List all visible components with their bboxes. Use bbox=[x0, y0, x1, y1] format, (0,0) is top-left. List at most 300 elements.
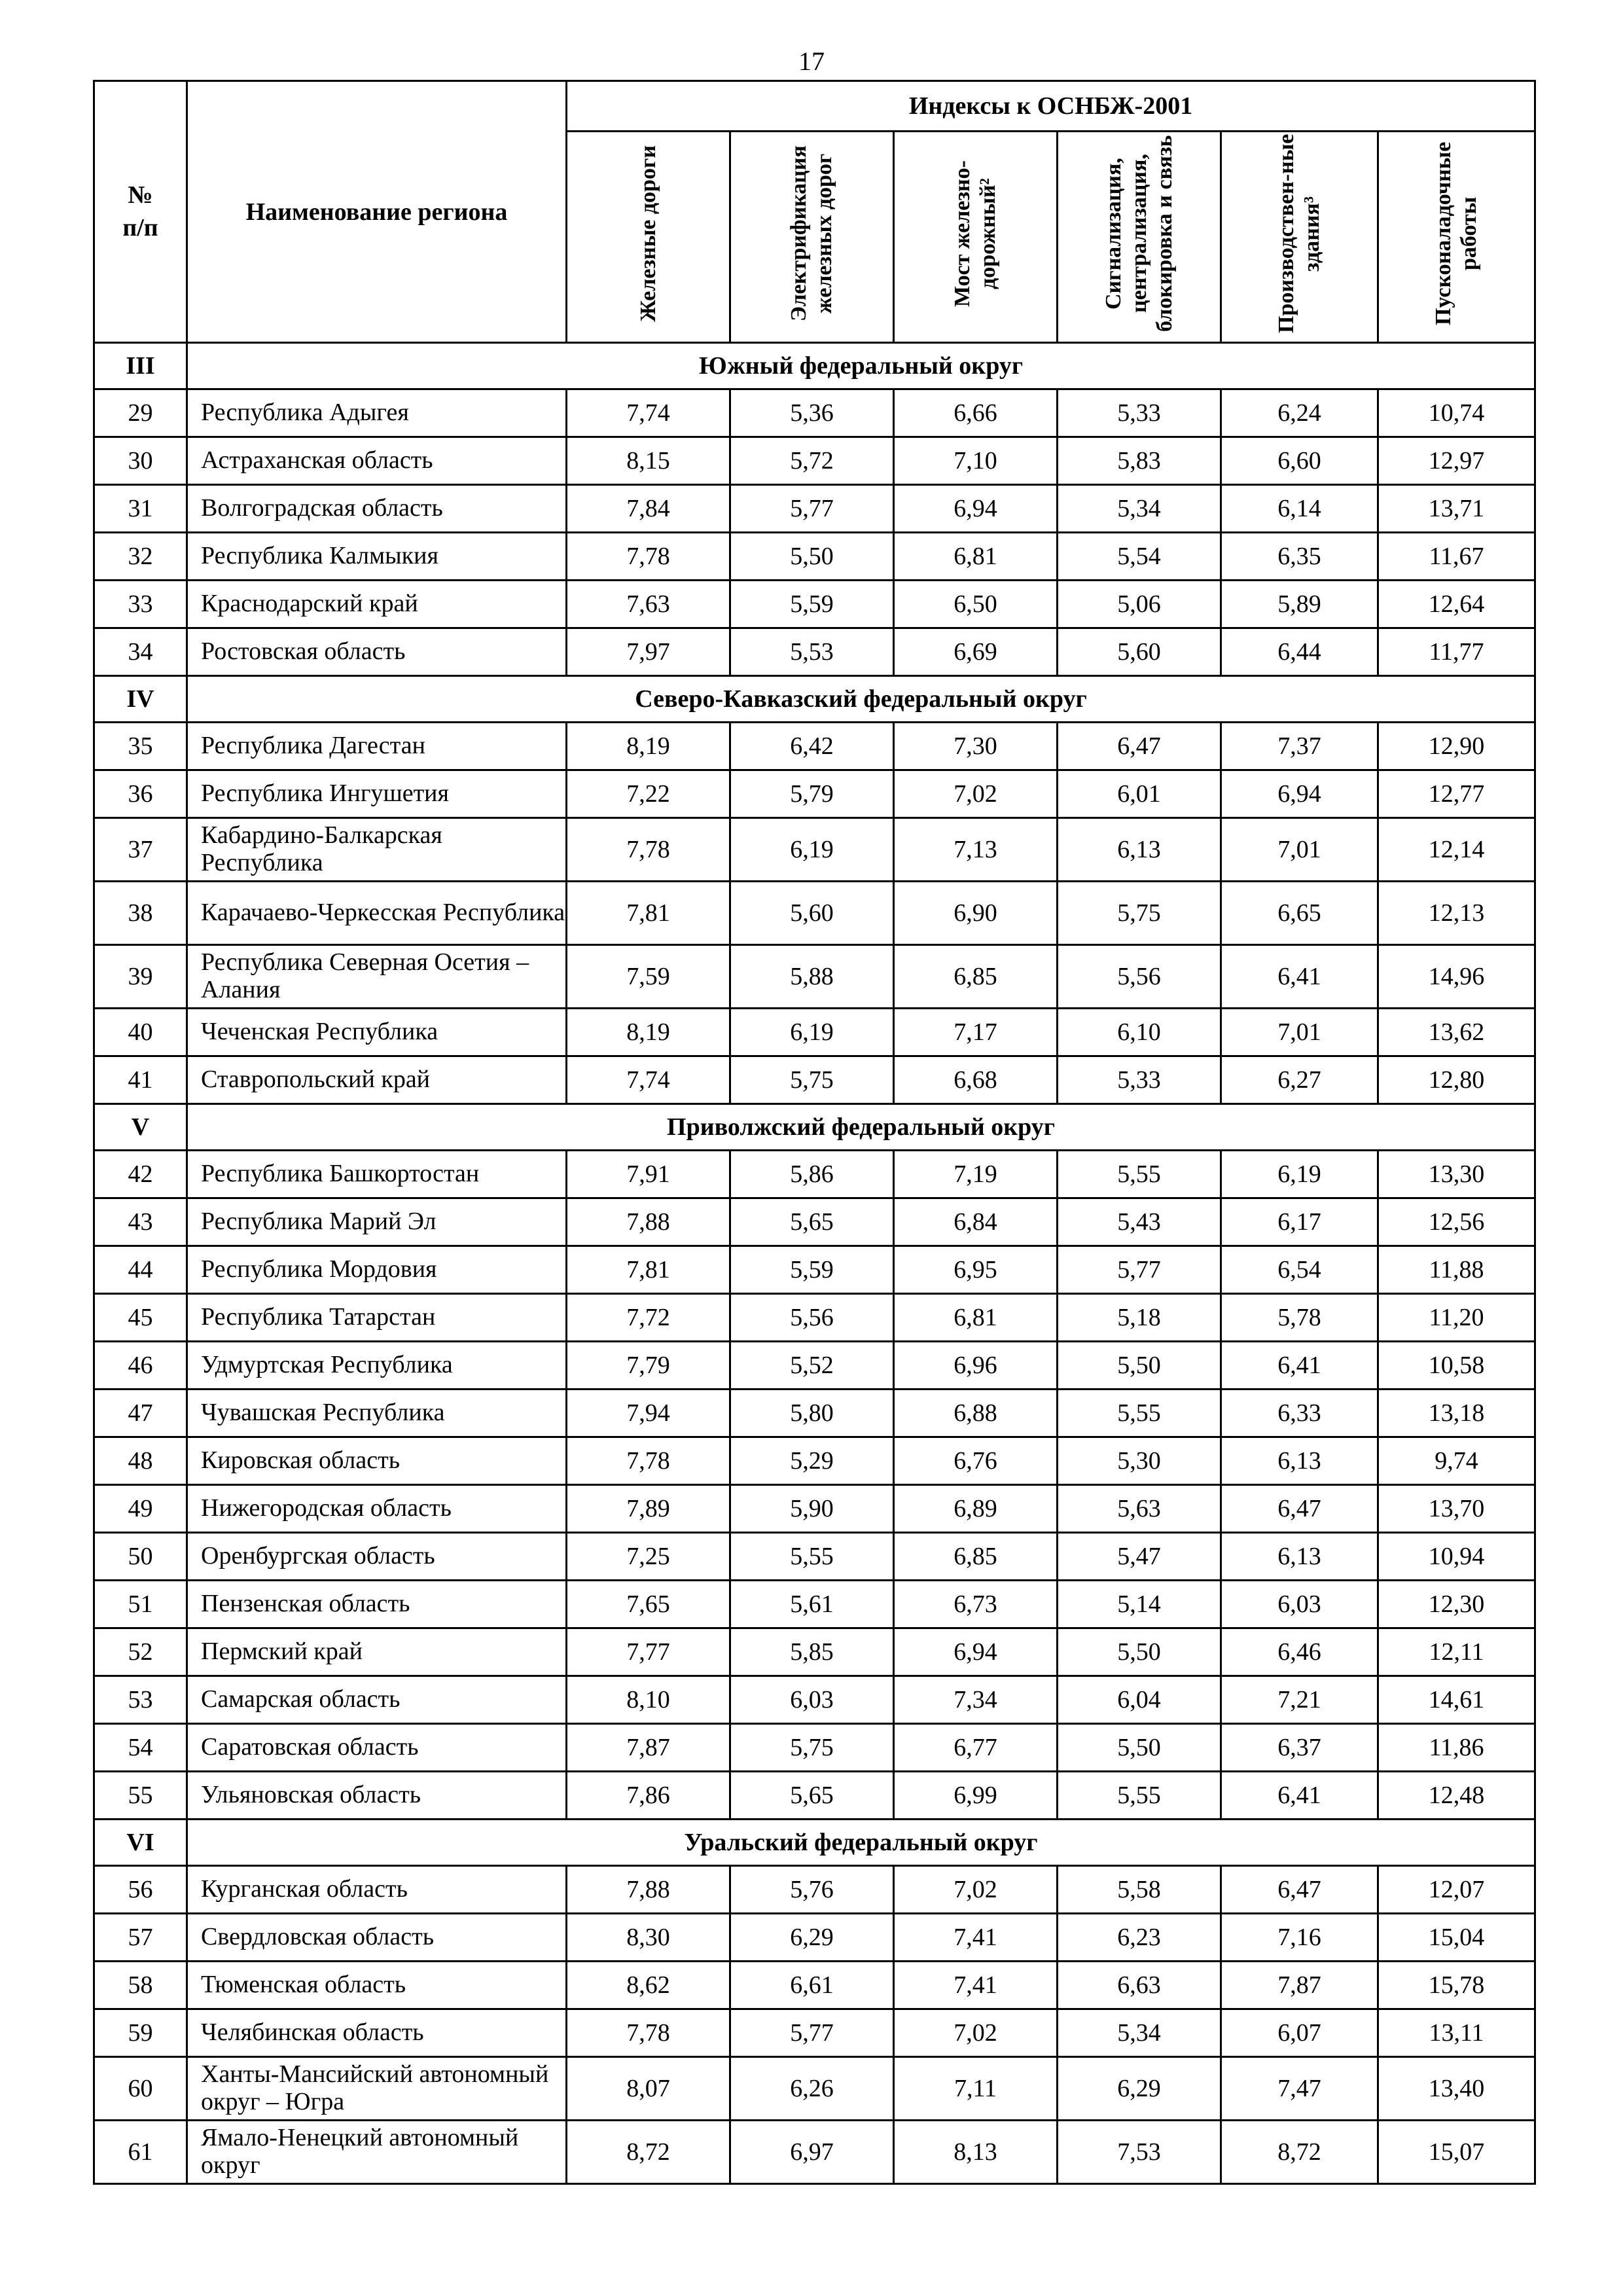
table-row bbox=[94, 945, 1535, 1009]
index-value: 5,59 bbox=[730, 1246, 894, 1294]
row-num: 40 bbox=[94, 1009, 187, 1056]
index-value: 6,42 bbox=[730, 723, 894, 770]
index-value: 6,81 bbox=[894, 533, 1058, 581]
row-num: 58 bbox=[94, 1962, 187, 2009]
index-value: 7,87 bbox=[567, 1724, 730, 1772]
section-row bbox=[94, 343, 1535, 389]
index-value: 5,77 bbox=[730, 485, 894, 533]
row-num: 61 bbox=[94, 2121, 187, 2184]
index-value: 5,58 bbox=[1058, 1866, 1221, 1914]
index-value: 5,33 bbox=[1058, 1056, 1221, 1104]
header-col-2-label: Электрификация железных дорог bbox=[787, 145, 837, 322]
index-value: 8,19 bbox=[567, 1009, 730, 1056]
row-num: 31 bbox=[94, 485, 187, 533]
table-row bbox=[94, 1390, 1535, 1437]
index-value: 7,84 bbox=[567, 485, 730, 533]
index-value: 5,78 bbox=[1221, 1294, 1378, 1342]
table-row bbox=[94, 1724, 1535, 1772]
table-row bbox=[94, 1628, 1535, 1676]
row-num: 37 bbox=[94, 818, 187, 882]
section-row bbox=[94, 676, 1535, 723]
index-value: 6,89 bbox=[894, 1485, 1058, 1533]
index-value: 5,18 bbox=[1058, 1294, 1221, 1342]
index-value: 5,47 bbox=[1058, 1533, 1221, 1581]
table-row bbox=[94, 581, 1535, 628]
index-value: 13,40 bbox=[1378, 2057, 1535, 2121]
index-value: 5,54 bbox=[1058, 533, 1221, 581]
index-value: 5,53 bbox=[730, 628, 894, 676]
index-value: 5,65 bbox=[730, 1198, 894, 1246]
index-value: 7,21 bbox=[1221, 1676, 1378, 1724]
row-num: 50 bbox=[94, 1533, 187, 1581]
region-name: Республика Башкортостан bbox=[187, 1151, 567, 1198]
table-row bbox=[94, 2057, 1535, 2121]
table-row bbox=[94, 437, 1535, 485]
index-value: 6,37 bbox=[1221, 1724, 1378, 1772]
index-value: 7,63 bbox=[567, 581, 730, 628]
row-num: 38 bbox=[94, 882, 187, 945]
index-value: 14,96 bbox=[1378, 945, 1535, 1009]
index-value: 13,30 bbox=[1378, 1151, 1535, 1198]
row-num: 48 bbox=[94, 1437, 187, 1485]
index-value: 7,77 bbox=[567, 1628, 730, 1676]
row-num: 42 bbox=[94, 1151, 187, 1198]
region-name: Самарская область bbox=[187, 1676, 567, 1724]
row-num: 52 bbox=[94, 1628, 187, 1676]
row-num: 36 bbox=[94, 770, 187, 818]
region-name: Удмуртская Республика bbox=[187, 1342, 567, 1390]
index-value: 5,75 bbox=[730, 1724, 894, 1772]
index-value: 6,85 bbox=[894, 945, 1058, 1009]
header-col-6 bbox=[1378, 132, 1535, 343]
index-value: 12,30 bbox=[1378, 1581, 1535, 1628]
section-title: Северо-Кавказский федеральный округ bbox=[187, 676, 1535, 723]
index-value: 6,47 bbox=[1221, 1866, 1378, 1914]
index-value: 5,89 bbox=[1221, 581, 1378, 628]
index-value: 7,78 bbox=[567, 1437, 730, 1485]
index-value: 6,33 bbox=[1221, 1390, 1378, 1437]
table-body bbox=[94, 343, 1535, 2184]
index-value: 5,80 bbox=[730, 1390, 894, 1437]
index-value: 8,13 bbox=[894, 2121, 1058, 2184]
header-num-line2: п/п bbox=[122, 213, 158, 242]
table-header bbox=[94, 81, 1535, 343]
table-row bbox=[94, 1676, 1535, 1724]
index-value: 6,13 bbox=[1221, 1533, 1378, 1581]
index-value: 7,86 bbox=[567, 1772, 730, 1820]
section-row bbox=[94, 1104, 1535, 1151]
header-num-cell bbox=[94, 81, 187, 343]
index-value: 5,55 bbox=[730, 1533, 894, 1581]
table-row bbox=[94, 1198, 1535, 1246]
index-value: 7,11 bbox=[894, 2057, 1058, 2121]
region-name: Чеченская Республика bbox=[187, 1009, 567, 1056]
index-value: 11,88 bbox=[1378, 1246, 1535, 1294]
index-value: 15,04 bbox=[1378, 1914, 1535, 1962]
row-num: 55 bbox=[94, 1772, 187, 1820]
header-col-5 bbox=[1221, 132, 1378, 343]
table-row bbox=[94, 1342, 1535, 1390]
index-value: 6,88 bbox=[894, 1390, 1058, 1437]
region-name: Челябинская область bbox=[187, 2009, 567, 2057]
index-value: 6,01 bbox=[1058, 770, 1221, 818]
table-row bbox=[94, 628, 1535, 676]
index-value: 7,81 bbox=[567, 1246, 730, 1294]
index-value: 12,07 bbox=[1378, 1866, 1535, 1914]
index-value: 5,43 bbox=[1058, 1198, 1221, 1246]
section-num: III bbox=[94, 343, 187, 389]
index-value: 6,61 bbox=[730, 1962, 894, 2009]
index-value: 10,58 bbox=[1378, 1342, 1535, 1390]
index-value: 12,48 bbox=[1378, 1772, 1535, 1820]
index-value: 5,85 bbox=[730, 1628, 894, 1676]
table-row bbox=[94, 533, 1535, 581]
index-value: 5,72 bbox=[730, 437, 894, 485]
index-value: 11,67 bbox=[1378, 533, 1535, 581]
row-num: 53 bbox=[94, 1676, 187, 1724]
index-value: 13,71 bbox=[1378, 485, 1535, 533]
index-value: 7,25 bbox=[567, 1533, 730, 1581]
section-title: Южный федеральный округ bbox=[187, 343, 1535, 389]
index-value: 7,97 bbox=[567, 628, 730, 676]
row-num: 46 bbox=[94, 1342, 187, 1390]
index-value: 6,81 bbox=[894, 1294, 1058, 1342]
index-value: 7,72 bbox=[567, 1294, 730, 1342]
index-value: 5,50 bbox=[1058, 1628, 1221, 1676]
index-value: 6,29 bbox=[730, 1914, 894, 1962]
table-row bbox=[94, 1866, 1535, 1914]
region-name: Чувашская Республика bbox=[187, 1390, 567, 1437]
index-value: 8,72 bbox=[1221, 2121, 1378, 2184]
index-value: 7,16 bbox=[1221, 1914, 1378, 1962]
table-row bbox=[94, 1485, 1535, 1533]
index-value: 11,77 bbox=[1378, 628, 1535, 676]
index-value: 11,86 bbox=[1378, 1724, 1535, 1772]
index-value: 6,63 bbox=[1058, 1962, 1221, 2009]
index-table bbox=[93, 80, 1536, 2185]
index-value: 6,97 bbox=[730, 2121, 894, 2184]
index-value: 7,74 bbox=[567, 1056, 730, 1104]
index-value: 6,07 bbox=[1221, 2009, 1378, 2057]
index-value: 6,03 bbox=[1221, 1581, 1378, 1628]
index-value: 5,75 bbox=[730, 1056, 894, 1104]
index-value: 6,03 bbox=[730, 1676, 894, 1724]
index-value: 5,79 bbox=[730, 770, 894, 818]
region-name: Свердловская область bbox=[187, 1914, 567, 1962]
region-name: Республика Северная Осетия – Алания bbox=[187, 945, 567, 1009]
index-value: 7,87 bbox=[1221, 1962, 1378, 2009]
index-value: 13,11 bbox=[1378, 2009, 1535, 2057]
index-value: 13,18 bbox=[1378, 1390, 1535, 1437]
header-col-1 bbox=[567, 132, 730, 343]
table-row bbox=[94, 1151, 1535, 1198]
index-value: 5,77 bbox=[730, 2009, 894, 2057]
row-num: 45 bbox=[94, 1294, 187, 1342]
index-value: 8,07 bbox=[567, 2057, 730, 2121]
row-num: 59 bbox=[94, 2009, 187, 2057]
index-value: 10,74 bbox=[1378, 389, 1535, 437]
region-name: Кабардино-Балкарская Республика bbox=[187, 818, 567, 882]
index-value: 6,26 bbox=[730, 2057, 894, 2121]
row-num: 54 bbox=[94, 1724, 187, 1772]
index-value: 6,29 bbox=[1058, 2057, 1221, 2121]
index-value: 12,11 bbox=[1378, 1628, 1535, 1676]
region-name: Ульяновская область bbox=[187, 1772, 567, 1820]
index-value: 7,22 bbox=[567, 770, 730, 818]
index-value: 5,50 bbox=[1058, 1342, 1221, 1390]
index-value: 13,70 bbox=[1378, 1485, 1535, 1533]
index-value: 6,65 bbox=[1221, 882, 1378, 945]
index-value: 7,88 bbox=[567, 1198, 730, 1246]
region-name: Республика Татарстан bbox=[187, 1294, 567, 1342]
table-row bbox=[94, 389, 1535, 437]
index-value: 6,99 bbox=[894, 1772, 1058, 1820]
region-name: Республика Мордовия bbox=[187, 1246, 567, 1294]
index-value: 5,50 bbox=[730, 533, 894, 581]
index-value: 12,14 bbox=[1378, 818, 1535, 882]
index-value: 6,84 bbox=[894, 1198, 1058, 1246]
region-name: Курганская область bbox=[187, 1866, 567, 1914]
index-value: 5,50 bbox=[1058, 1724, 1221, 1772]
index-value: 12,64 bbox=[1378, 581, 1535, 628]
index-value: 5,59 bbox=[730, 581, 894, 628]
index-value: 5,65 bbox=[730, 1772, 894, 1820]
row-num: 41 bbox=[94, 1056, 187, 1104]
table-row bbox=[94, 818, 1535, 882]
header-col-1-label: Железные дороги bbox=[635, 145, 660, 322]
index-value: 6,66 bbox=[894, 389, 1058, 437]
index-value: 5,61 bbox=[730, 1581, 894, 1628]
region-name: Кировская область bbox=[187, 1437, 567, 1485]
index-value: 7,01 bbox=[1221, 1009, 1378, 1056]
index-value: 6,94 bbox=[894, 485, 1058, 533]
header-name-cell: Наименование региона bbox=[187, 81, 567, 343]
index-value: 8,10 bbox=[567, 1676, 730, 1724]
index-value: 5,90 bbox=[730, 1485, 894, 1533]
table-row bbox=[94, 1009, 1535, 1056]
row-num: 32 bbox=[94, 533, 187, 581]
index-value: 6,19 bbox=[730, 1009, 894, 1056]
index-value: 6,94 bbox=[1221, 770, 1378, 818]
table-row bbox=[94, 485, 1535, 533]
index-value: 5,77 bbox=[1058, 1246, 1221, 1294]
index-value: 6,95 bbox=[894, 1246, 1058, 1294]
index-value: 6,47 bbox=[1058, 723, 1221, 770]
header-col-5-label: Производствен-ные здания³ bbox=[1274, 134, 1325, 334]
index-value: 7,88 bbox=[567, 1866, 730, 1914]
index-value: 15,78 bbox=[1378, 1962, 1535, 2009]
table-row bbox=[94, 1246, 1535, 1294]
section-num: IV bbox=[94, 676, 187, 723]
index-value: 6,47 bbox=[1221, 1485, 1378, 1533]
index-value: 8,15 bbox=[567, 437, 730, 485]
index-value: 6,68 bbox=[894, 1056, 1058, 1104]
header-col-4 bbox=[1058, 132, 1221, 343]
index-value: 6,90 bbox=[894, 882, 1058, 945]
index-value: 7,74 bbox=[567, 389, 730, 437]
header-group-cell: Индексы к ОСНБЖ-2001 bbox=[567, 81, 1535, 132]
section-title: Уральский федеральный округ bbox=[187, 1820, 1535, 1866]
index-value: 11,20 bbox=[1378, 1294, 1535, 1342]
header-col-4-label: Сигнализация, централизация, блокировка и связь bbox=[1101, 135, 1177, 332]
index-value: 5,52 bbox=[730, 1342, 894, 1390]
index-value: 7,94 bbox=[567, 1390, 730, 1437]
index-value: 7,91 bbox=[567, 1151, 730, 1198]
index-value: 6,19 bbox=[1221, 1151, 1378, 1198]
row-num: 47 bbox=[94, 1390, 187, 1437]
index-value: 7,34 bbox=[894, 1676, 1058, 1724]
index-value: 13,62 bbox=[1378, 1009, 1535, 1056]
section-title: Приволжский федеральный округ bbox=[187, 1104, 1535, 1151]
index-value: 6,50 bbox=[894, 581, 1058, 628]
region-name: Нижегородская область bbox=[187, 1485, 567, 1533]
index-value: 6,69 bbox=[894, 628, 1058, 676]
index-value: 7,89 bbox=[567, 1485, 730, 1533]
region-name: Ямало-Ненецкий автономный округ bbox=[187, 2121, 567, 2184]
header-col-3 bbox=[894, 132, 1058, 343]
index-value: 6,27 bbox=[1221, 1056, 1378, 1104]
table-row bbox=[94, 1581, 1535, 1628]
row-num: 49 bbox=[94, 1485, 187, 1533]
header-num-line1: № bbox=[128, 181, 153, 209]
index-value: 5,76 bbox=[730, 1866, 894, 1914]
table-row bbox=[94, 1533, 1535, 1581]
index-value: 7,78 bbox=[567, 2009, 730, 2057]
index-value: 6,04 bbox=[1058, 1676, 1221, 1724]
index-value: 12,80 bbox=[1378, 1056, 1535, 1104]
row-num: 43 bbox=[94, 1198, 187, 1246]
index-value: 5,60 bbox=[730, 882, 894, 945]
index-value: 5,30 bbox=[1058, 1437, 1221, 1485]
section-num: V bbox=[94, 1104, 187, 1151]
region-name: Республика Калмыкия bbox=[187, 533, 567, 581]
index-value: 5,75 bbox=[1058, 882, 1221, 945]
index-value: 6,23 bbox=[1058, 1914, 1221, 1962]
index-value: 14,61 bbox=[1378, 1676, 1535, 1724]
index-value: 6,44 bbox=[1221, 628, 1378, 676]
row-num: 39 bbox=[94, 945, 187, 1009]
index-value: 7,53 bbox=[1058, 2121, 1221, 2184]
index-value: 5,60 bbox=[1058, 628, 1221, 676]
index-value: 6,13 bbox=[1221, 1437, 1378, 1485]
index-value: 8,62 bbox=[567, 1962, 730, 2009]
index-value: 7,01 bbox=[1221, 818, 1378, 882]
index-value: 7,02 bbox=[894, 1866, 1058, 1914]
row-num: 44 bbox=[94, 1246, 187, 1294]
header-col-3-label: Мост железно-дорожный² bbox=[950, 160, 1001, 307]
index-value: 6,10 bbox=[1058, 1009, 1221, 1056]
index-value: 6,46 bbox=[1221, 1628, 1378, 1676]
row-num: 29 bbox=[94, 389, 187, 437]
region-name: Пензенская область bbox=[187, 1581, 567, 1628]
region-name: Саратовская область bbox=[187, 1724, 567, 1772]
index-value: 5,29 bbox=[730, 1437, 894, 1485]
index-value: 5,34 bbox=[1058, 2009, 1221, 2057]
table-row bbox=[94, 2121, 1535, 2184]
header-col-6-label: Пусконаладочные работы bbox=[1431, 141, 1482, 326]
index-value: 7,19 bbox=[894, 1151, 1058, 1198]
index-value: 6,54 bbox=[1221, 1246, 1378, 1294]
index-value: 10,94 bbox=[1378, 1533, 1535, 1581]
index-value: 12,13 bbox=[1378, 882, 1535, 945]
table-row bbox=[94, 723, 1535, 770]
index-value: 5,55 bbox=[1058, 1151, 1221, 1198]
region-name: Карачаево-Черкесская Республика bbox=[187, 882, 567, 945]
region-name: Краснодарский край bbox=[187, 581, 567, 628]
index-value: 6,19 bbox=[730, 818, 894, 882]
region-name: Пермский край bbox=[187, 1628, 567, 1676]
row-num: 33 bbox=[94, 581, 187, 628]
row-num: 56 bbox=[94, 1866, 187, 1914]
index-value: 7,13 bbox=[894, 818, 1058, 882]
region-name: Ростовская область bbox=[187, 628, 567, 676]
index-value: 6,17 bbox=[1221, 1198, 1378, 1246]
index-value: 6,85 bbox=[894, 1533, 1058, 1581]
row-num: 34 bbox=[94, 628, 187, 676]
index-value: 5,33 bbox=[1058, 389, 1221, 437]
index-value: 8,30 bbox=[567, 1914, 730, 1962]
table-row bbox=[94, 770, 1535, 818]
index-value: 8,72 bbox=[567, 2121, 730, 2184]
row-num: 60 bbox=[94, 2057, 187, 2121]
index-value: 7,02 bbox=[894, 2009, 1058, 2057]
region-name: Республика Адыгея bbox=[187, 389, 567, 437]
index-value: 12,77 bbox=[1378, 770, 1535, 818]
table-row bbox=[94, 1772, 1535, 1820]
region-name: Республика Ингушетия bbox=[187, 770, 567, 818]
index-value: 7,78 bbox=[567, 533, 730, 581]
table-row bbox=[94, 2009, 1535, 2057]
index-value: 15,07 bbox=[1378, 2121, 1535, 2184]
index-value: 6,24 bbox=[1221, 389, 1378, 437]
index-value: 7,37 bbox=[1221, 723, 1378, 770]
table-row bbox=[94, 1056, 1535, 1104]
index-value: 5,83 bbox=[1058, 437, 1221, 485]
index-value: 5,56 bbox=[1058, 945, 1221, 1009]
index-value: 7,79 bbox=[567, 1342, 730, 1390]
index-value: 7,41 bbox=[894, 1962, 1058, 2009]
index-value: 6,41 bbox=[1221, 945, 1378, 1009]
index-value: 5,63 bbox=[1058, 1485, 1221, 1533]
index-value: 7,30 bbox=[894, 723, 1058, 770]
index-value: 6,41 bbox=[1221, 1342, 1378, 1390]
index-value: 7,59 bbox=[567, 945, 730, 1009]
table-row bbox=[94, 1437, 1535, 1485]
index-value: 6,77 bbox=[894, 1724, 1058, 1772]
index-value: 5,06 bbox=[1058, 581, 1221, 628]
index-value: 6,60 bbox=[1221, 437, 1378, 485]
table-row bbox=[94, 1962, 1535, 2009]
page-number: 17 bbox=[798, 46, 825, 76]
region-name: Ставропольский край bbox=[187, 1056, 567, 1104]
index-value: 5,88 bbox=[730, 945, 894, 1009]
index-value: 5,56 bbox=[730, 1294, 894, 1342]
index-value: 5,34 bbox=[1058, 485, 1221, 533]
index-value: 6,73 bbox=[894, 1581, 1058, 1628]
index-value: 5,55 bbox=[1058, 1772, 1221, 1820]
section-row bbox=[94, 1820, 1535, 1866]
index-value: 7,78 bbox=[567, 818, 730, 882]
row-num: 57 bbox=[94, 1914, 187, 1962]
index-value: 5,86 bbox=[730, 1151, 894, 1198]
index-value: 6,35 bbox=[1221, 533, 1378, 581]
region-name: Астраханская область bbox=[187, 437, 567, 485]
index-value: 7,02 bbox=[894, 770, 1058, 818]
section-num: VI bbox=[94, 1820, 187, 1866]
index-value: 6,41 bbox=[1221, 1772, 1378, 1820]
index-value: 6,14 bbox=[1221, 485, 1378, 533]
row-num: 35 bbox=[94, 723, 187, 770]
